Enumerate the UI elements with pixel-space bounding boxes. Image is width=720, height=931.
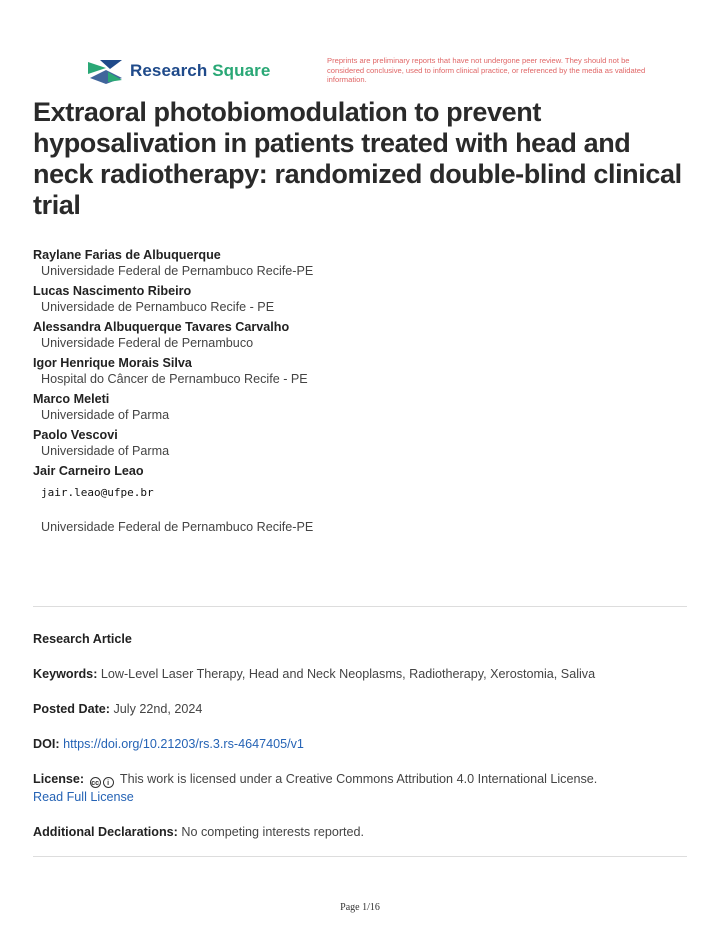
by-icon: i — [103, 777, 114, 788]
read-full-license-row — [33, 788, 693, 806]
declarations-value: No competing interests reported. — [181, 825, 365, 839]
posted-date-label: Posted Date: — [33, 702, 110, 716]
author-name: Jair Carneiro Leao — [33, 464, 144, 478]
keywords-label: Keywords: — [33, 667, 98, 681]
author-entry — [33, 247, 693, 280]
page-number: Page 1/16 — [340, 902, 380, 913]
license-row — [33, 770, 693, 788]
logo-text: Research Square — [130, 61, 271, 80]
declarations-row — [33, 823, 693, 841]
doi-label: DOI: — [33, 737, 60, 751]
keywords-value: Low-Level Laser Therapy, Head and Neck Neoplasms, Radiotherapy, Xerostomia, Saliva — [100, 667, 596, 681]
keywords-row — [33, 665, 693, 683]
author-name: Alessandra Albuquerque Tavares Carvalho — [33, 320, 290, 334]
read-full-license-link[interactable]: Read Full License — [33, 790, 134, 804]
article-metadata — [33, 630, 693, 841]
cc-icon: cc — [90, 777, 101, 788]
posted-date-value: July 22nd, 2024 — [113, 702, 203, 716]
posted-date-row — [33, 700, 693, 718]
author-affiliation: Universidade Federal de Pernambuco Recife-PE — [41, 264, 314, 278]
section-divider — [33, 606, 687, 607]
author-affiliation: Universidade of Parma — [41, 444, 170, 458]
doi-row — [33, 735, 693, 753]
author-affiliation: Universidade of Parma — [41, 408, 170, 422]
declarations-label: Additional Declarations: — [33, 825, 178, 839]
section-divider — [33, 856, 687, 857]
license-label: License: — [33, 772, 85, 786]
author-entry — [33, 283, 693, 316]
author-list — [33, 247, 693, 539]
author-entry — [33, 319, 693, 352]
author-name: Marco Meleti — [33, 392, 110, 406]
article-type: Research Article — [33, 632, 132, 646]
author-affiliation: Hospital do Câncer de Pernambuco Recife - PE — [41, 372, 308, 386]
license-text: This work is licensed under a Creative Commons Attribution 4.0 International License. — [119, 772, 598, 786]
author-name: Lucas Nascimento Ribeiro — [33, 284, 192, 298]
doi-link[interactable]: https://doi.org/10.21203/rs.3.rs-4647405/v1 — [63, 737, 304, 751]
author-entry — [33, 391, 693, 424]
author-affiliation: Universidade de Pernambuco Recife - PE — [41, 300, 275, 314]
paper-title: Extraoral photobiomodulation to prevent hyposalivation in patients treated with head and neck radiotherapy: randomized double-blind clinical trial — [33, 97, 682, 220]
research-square-logo-icon — [86, 56, 124, 86]
author-name: Igor Henrique Morais Silva — [33, 356, 192, 370]
author-entry — [33, 427, 693, 460]
author-affiliation: Universidade Federal de Pernambuco Recife-PE — [41, 520, 314, 534]
research-square-logo[interactable] — [86, 56, 270, 86]
author-entry — [33, 355, 693, 388]
author-name: Raylane Farias de Albuquerque — [33, 248, 221, 262]
author-affiliation: Universidade Federal de Pernambuco — [41, 336, 254, 350]
author-email[interactable]: jair.leao@ufpe.br — [41, 486, 154, 499]
license-icons — [90, 777, 114, 788]
preprint-disclaimer: Preprints are preliminary reports that have not undergone peer review. They should not be considered conclusive, used to inform clinical practice, or referenced by the media as validated information. — [327, 56, 646, 85]
author-name: Paolo Vescovi — [33, 428, 118, 442]
author-entry — [33, 463, 693, 536]
